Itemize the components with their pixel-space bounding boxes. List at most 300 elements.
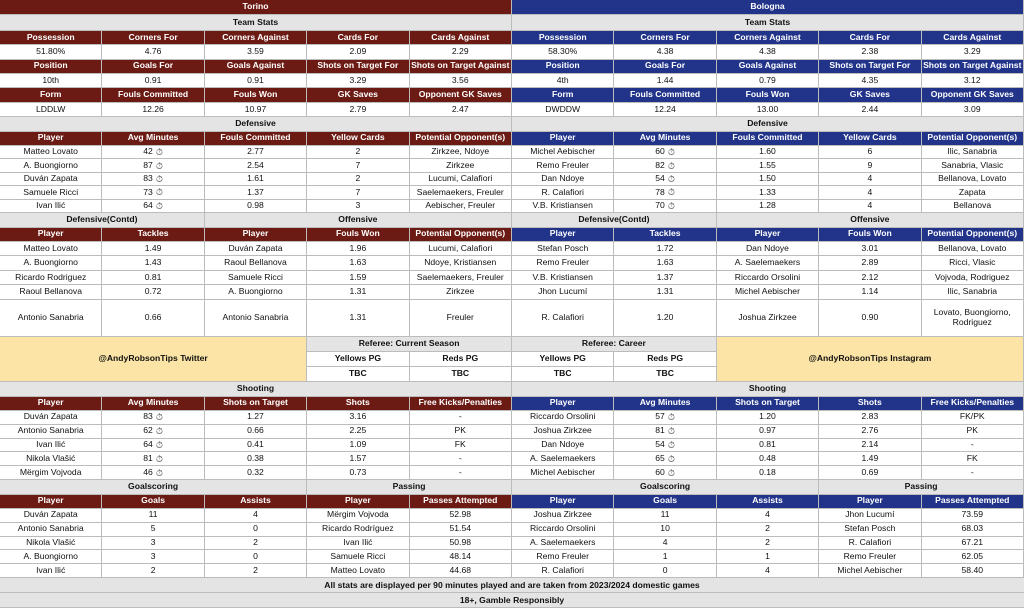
stat-label: Opponent GK Saves [410,88,512,102]
cell: FK/PK [922,411,1024,425]
table-row [0,242,512,256]
stat-label: Corners Against [717,31,819,45]
cell: - [410,466,512,480]
stat-value: 58.30% [512,45,614,59]
avg-minutes-value: 83 [143,411,153,422]
player-name: Duván Zapata [205,242,307,256]
player-name: R. Calafiori [819,537,921,551]
cell: 52.98 [410,509,512,523]
cell: TBC [307,367,409,381]
cell: 1.31 [614,285,716,299]
stat-label: Corners For [614,31,716,45]
player-name: Mërgim Vojvoda [307,509,409,523]
cell: 1.49 [819,452,921,466]
stat-label: Position [0,60,102,74]
cell: 11 [614,509,716,523]
player-name: Raoul Bellanova [0,285,102,299]
stat-label: Cards Against [922,31,1024,45]
player-name: Michel Aebischer [819,564,921,578]
stat-label: Shots on Target For [819,60,921,74]
stat-value: 3.09 [922,103,1024,117]
cell: 58.40 [922,564,1024,578]
cell: Zapata [922,186,1024,199]
cell: 1.27 [205,411,307,425]
avg-minutes [614,452,716,466]
cell: 2 [102,564,204,578]
stat-label: Shots on Target Against [410,60,512,74]
col-header: Potential Opponent(s) [922,228,1024,242]
section-title: Goalscoring [0,480,307,494]
table-row [0,564,512,578]
player-name: Matteo Lovato [0,146,102,159]
cell: 0 [205,523,307,537]
col-header: Passes Attempted [922,495,1024,509]
player-name: A. Saelemaekers [512,452,614,466]
referee-title: Referee: Current Season [307,337,511,352]
table-row [512,452,1024,466]
cell: PK [922,425,1024,439]
stat-label: Goals Against [717,60,819,74]
cell: Bellanova, Lovato [922,242,1024,256]
col-header: Shots [307,397,409,411]
cell: 2 [205,564,307,578]
cell: 0 [205,550,307,564]
table-row [0,425,512,439]
cell: 4 [819,173,921,186]
stopwatch-icon: ⏱ [667,200,675,211]
stat-value: 0.91 [102,74,204,88]
stopwatch-icon: ⏱ [155,412,163,423]
stat-label: Cards Against [410,31,512,45]
cell: 67.21 [922,537,1024,551]
col-header: Fouls Won [307,228,409,242]
table-row [512,466,1024,480]
table-row [512,509,1024,523]
table-row [512,186,1024,199]
player-name: Dan Ndoye [512,439,614,453]
player-name: Ivan Ilić [0,564,102,578]
cell: 2.77 [205,146,307,159]
stat-value: 3.29 [307,74,409,88]
col-header: Assists [205,495,307,509]
cell: 68.03 [922,523,1024,537]
player-name: Dan Ndoye [512,173,614,186]
stat-value: 3.29 [922,45,1024,59]
section-title: Goalscoring [512,480,819,494]
cell: 1.55 [717,159,819,172]
cell: 50.98 [410,537,512,551]
avg-minutes [614,425,716,439]
table-row [512,425,1024,439]
stat-value: 12.26 [102,103,204,117]
stat-label: Goals Against [205,60,307,74]
stat-label: Shots on Target For [307,60,409,74]
cell: 0.73 [307,466,409,480]
cell: 1.20 [614,300,716,337]
table-row [0,200,512,213]
stat-value: 1.44 [614,74,716,88]
cell: 1.09 [307,439,409,453]
table-row [512,146,1024,159]
table-row [0,300,512,337]
stopwatch-icon: ⏱ [155,439,163,450]
col-header: Shots on Target [205,397,307,411]
player-name: Ricardo Rodríguez [307,523,409,537]
cell: Lucumi, Calafiori [410,173,512,186]
player-name: R. Calafiori [512,300,614,337]
cell: Saelemaekers, Freuler [410,271,512,285]
cell: Vojvoda, Rodriguez [922,271,1024,285]
col-header: Goals [102,495,204,509]
avg-minutes [614,411,716,425]
section-title: Offensive [717,213,1024,227]
cell: Zirkzee [410,285,512,299]
table-row [512,256,1024,270]
player-name: Michel Aebischer [717,285,819,299]
stat-value: 0.79 [717,74,819,88]
team-title: Torino [0,0,512,15]
stat-value: 13.00 [717,103,819,117]
cell: FK [922,452,1024,466]
avg-minutes [102,200,204,213]
avg-minutes [102,159,204,172]
cell: 0.41 [205,439,307,453]
table-row [512,550,1024,564]
cell: 10 [614,523,716,537]
stat-value: 2.79 [307,103,409,117]
col-header: Yellows PG [307,352,409,366]
table-row [0,466,512,480]
cell: 1.14 [819,285,921,299]
stat-value: 2.29 [410,45,512,59]
section-title: Shooting [512,382,1024,396]
player-name: Antonio Sanabria [205,300,307,337]
section-title: Defensive(Contd) [512,213,717,227]
cell: 3 [307,200,409,213]
cell: 6 [819,146,921,159]
avg-minutes [102,452,204,466]
cell: 1.37 [205,186,307,199]
cell: 2 [717,537,819,551]
stat-label: Shots on Target Against [922,60,1024,74]
stat-label: Goals For [102,60,204,74]
table-row [0,411,512,425]
table-row [0,146,512,159]
section-title: Passing [819,480,1024,494]
stat-label: GK Saves [307,88,409,102]
cell: 2 [717,523,819,537]
cell: 1.57 [307,452,409,466]
cell: Zirkzee, Ndoye [410,146,512,159]
stat-label: Position [512,60,614,74]
avg-minutes [614,146,716,159]
avg-minutes [614,159,716,172]
table-row [512,271,1024,285]
stat-value: 0.91 [205,74,307,88]
cell: 2.54 [205,159,307,172]
cell: 1.20 [717,411,819,425]
col-header: Player [512,397,614,411]
avg-minutes-value: 60 [655,466,665,477]
cell: 1.96 [307,242,409,256]
stopwatch-icon: ⏱ [667,453,675,464]
cell: PK [410,425,512,439]
cell: Zirkzee [410,159,512,172]
stat-value: 10.97 [205,103,307,117]
avg-minutes-value: 82 [655,159,665,170]
player-name: Duván Zapata [0,509,102,523]
col-header: Player [512,228,614,242]
col-header: Potential Opponent(s) [922,132,1024,146]
cell: 1.31 [307,300,409,337]
team-title: Bologna [512,0,1024,15]
stat-value: DWDDW [512,103,614,117]
col-header: Fouls Committed [205,132,307,146]
player-name: Jhon Lucumí [512,285,614,299]
referee-title: Referee: Career [512,337,716,352]
table-row [0,509,512,523]
player-name: A. Buongiorno [0,550,102,564]
stopwatch-icon: ⏱ [155,187,163,198]
avg-minutes-value: 73 [143,186,153,197]
stopwatch-icon: ⏱ [667,187,675,198]
cell: 1.61 [205,173,307,186]
referee-box [512,337,717,382]
player-name: Jhon Lucumí [819,509,921,523]
avg-minutes [102,186,204,199]
player-name: Duván Zapata [0,173,102,186]
cell: 73.59 [922,509,1024,523]
player-name: Raoul Bellanova [205,256,307,270]
cell: 7 [307,186,409,199]
avg-minutes-value: 87 [143,159,153,170]
stat-value: 4.76 [102,45,204,59]
section-title: Defensive [0,117,512,131]
cell: Bellanova, Lovato [922,173,1024,186]
cell: Saelemaekers, Freuler [410,186,512,199]
cell: 3.01 [819,242,921,256]
cell: 1.63 [614,256,716,270]
cell: - [410,452,512,466]
player-name: A. Buongiorno [205,285,307,299]
col-header: Assists [717,495,819,509]
stopwatch-icon: ⏱ [667,173,675,184]
cell: 1.28 [717,200,819,213]
player-name: Dan Ndoye [717,242,819,256]
bologna-panel [512,0,1024,578]
section-title: Defensive(Contd) [0,213,205,227]
col-header: Player [512,132,614,146]
avg-minutes-value: 60 [655,146,665,157]
cell: 4 [614,537,716,551]
cell: Lucumi, Calafiori [410,242,512,256]
stat-label: Corners For [102,31,204,45]
player-name: Ricardo Rodriguez [0,271,102,285]
avg-minutes-value: 54 [655,173,665,184]
stat-label: Fouls Won [205,88,307,102]
player-name: A. Saelemaekers [717,256,819,270]
col-header: Player [0,228,102,242]
cell: 48.14 [410,550,512,564]
cell: 0.98 [205,200,307,213]
avg-minutes-value: 64 [143,200,153,211]
cell: 0.72 [102,285,204,299]
table-row [0,256,512,270]
cell: 2.89 [819,256,921,270]
table-row [512,411,1024,425]
table-row [0,452,512,466]
cell: 1.63 [307,256,409,270]
cell: 0.90 [819,300,921,337]
player-name: Remo Freuler [512,159,614,172]
social-banner: @AndyRobsonTips Twitter [0,337,307,382]
cell: 2 [205,537,307,551]
col-header: Yellow Cards [307,132,409,146]
stat-label: GK Saves [819,88,921,102]
stat-value: 4.38 [717,45,819,59]
stat-label: Fouls Won [717,88,819,102]
table-row [0,186,512,199]
stat-value: 10th [0,74,102,88]
player-name: A. Buongiorno [0,159,102,172]
cell: Ilic, Sanabria [922,285,1024,299]
stopwatch-icon: ⏱ [155,160,163,171]
table-row [512,439,1024,453]
torino-panel [0,0,512,578]
col-header: Free Kicks/Penalties [922,397,1024,411]
social-banner: @AndyRobsonTips Instagram [717,337,1024,382]
stat-value: 4th [512,74,614,88]
player-name: Remo Freuler [512,256,614,270]
player-name: V.B. Kristiansen [512,271,614,285]
player-name: A. Saelemaekers [512,537,614,551]
cell: 0.48 [717,452,819,466]
cell: 5 [102,523,204,537]
stopwatch-icon: ⏱ [667,467,675,478]
referee-box [307,337,512,382]
stopwatch-icon: ⏱ [667,160,675,171]
stopwatch-icon: ⏱ [667,426,675,437]
avg-minutes-value: 70 [655,200,665,211]
player-name: Samuele Ricci [0,186,102,199]
stat-value: 4.35 [819,74,921,88]
table-row [0,439,512,453]
section-title: Team Stats [0,15,512,30]
player-name: Duván Zapata [0,411,102,425]
stat-label: Corners Against [205,31,307,45]
player-name: Riccardo Orsolini [512,411,614,425]
cell: 1.60 [717,146,819,159]
avg-minutes-value: 81 [655,425,665,436]
stat-label: Form [512,88,614,102]
stat-label: Form [0,88,102,102]
avg-minutes [614,186,716,199]
avg-minutes-value: 54 [655,439,665,450]
player-name: Stefan Posch [819,523,921,537]
stopwatch-icon: ⏱ [155,200,163,211]
col-header: Passes Attempted [410,495,512,509]
col-header: Goals [614,495,716,509]
avg-minutes [614,439,716,453]
cell: TBC [656,368,674,379]
avg-minutes-value: 57 [655,411,665,422]
player-name: Matteo Lovato [0,242,102,256]
cell: 0 [614,564,716,578]
col-header: Player [819,495,921,509]
col-header: Player [307,495,409,509]
player-name: Samuele Ricci [307,550,409,564]
cell: Ricci, Vlasic [922,256,1024,270]
cell: FK [410,439,512,453]
player-name: Nikola Vlašić [0,537,102,551]
player-name: Joshua Zirkzee [512,509,614,523]
avg-minutes [614,200,716,213]
player-name: Antonio Sanabria [0,425,102,439]
cell: 1.33 [717,186,819,199]
table-row [0,550,512,564]
table-row [512,242,1024,256]
stopwatch-icon: ⏱ [667,439,675,450]
cell: 4 [819,186,921,199]
player-name: Michel Aebischer [512,466,614,480]
cell: TBC [512,367,614,381]
stopwatch-icon: ⏱ [155,467,163,478]
cell: 4 [819,200,921,213]
stopwatch-icon: ⏱ [667,412,675,423]
table-row [512,564,1024,578]
col-header: Player [717,228,819,242]
stat-value: 2.38 [819,45,921,59]
cell: 2.14 [819,439,921,453]
section-title: Offensive [205,213,512,227]
cell: 7 [307,159,409,172]
avg-minutes [102,411,204,425]
stat-label: Fouls Committed [614,88,716,102]
player-name: Riccardo Orsolini [512,523,614,537]
col-header: Player [0,132,102,146]
section-title: Passing [307,480,512,494]
cell: 2.12 [819,271,921,285]
cell: 2 [307,146,409,159]
col-header: Avg Minutes [102,132,204,146]
stat-label: Possession [512,31,614,45]
col-header: Shots [819,397,921,411]
col-header: Fouls Won [819,228,921,242]
stopwatch-icon: ⏱ [155,147,163,158]
col-header: Fouls Committed [717,132,819,146]
col-header: Player [512,495,614,509]
cell: Freuler [410,300,512,337]
avg-minutes-value: 81 [143,452,153,463]
table-row [0,271,512,285]
section-title: Shooting [0,382,512,396]
player-name: Matteo Lovato [307,564,409,578]
cell: 1.59 [307,271,409,285]
player-name: R. Calafiori [512,186,614,199]
player-name: Antonio Sanabria [0,300,102,337]
avg-minutes [102,173,204,186]
cell: Ilic, Sanabria [922,146,1024,159]
cell: Ndoye, Kristiansen [410,256,512,270]
player-name: A. Buongiorno [0,256,102,270]
table-row [0,285,512,299]
player-name: Antonio Sanabria [0,523,102,537]
cell: 1.50 [717,173,819,186]
player-name: Mërgim Vojvoda [0,466,102,480]
col-header: Avg Minutes [614,397,716,411]
table-row [512,200,1024,213]
stopwatch-icon: ⏱ [155,453,163,464]
